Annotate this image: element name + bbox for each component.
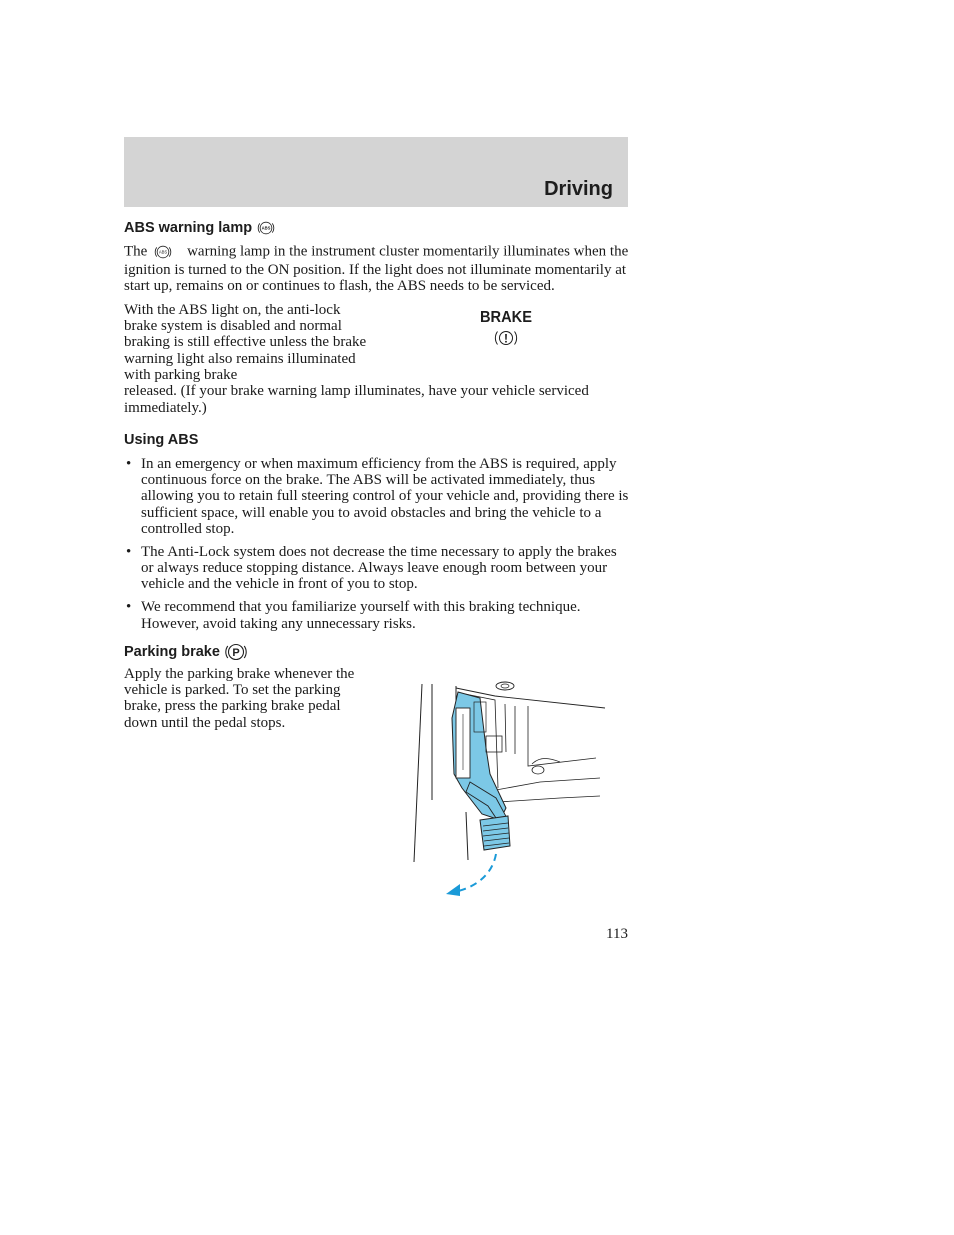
brake-warning-lamp-icon	[479, 308, 533, 350]
section-header-band	[124, 137, 628, 207]
abs-para2-narrow: With the ABS light on, the anti-lock brake system is disabled and normal braking is still effective unless the brake warning light also remains illuminated with parking brake	[124, 301, 367, 383]
bullet-marker: •	[126, 599, 132, 616]
brake-lamp-label: BRAKE	[480, 308, 533, 326]
using-abs-heading: Using ABS	[124, 431, 199, 448]
parking-brake-pedal-illustration	[410, 678, 610, 900]
bullet-marker: •	[126, 543, 132, 560]
page-content	[124, 218, 629, 731]
parking-icon-label: P	[232, 646, 240, 659]
abs-paragraph-2	[124, 302, 629, 416]
abs-para1-text: warning lamp in the instrument cluster momentarily illuminates when the ignition is turned to the ON position. If the light does not illuminate momentarily at start up, remains on or continues to flash, the ABS needs to be serviced.	[124, 243, 629, 295]
abs-inline-icon	[153, 242, 173, 262]
parking-heading-text: Parking brake	[124, 643, 220, 660]
parking-brake-heading	[124, 640, 629, 664]
list-item-text: We recommend that you familiarize yourself with this braking technique. However, avoid taking any unnecessary risks.	[141, 599, 581, 632]
section-title: Driving	[544, 178, 613, 200]
parking-brake-text: Apply the parking brake whenever the vehicle is parked. To set the parking brake, press the parking brake pedal down until the pedal stops.	[124, 665, 355, 731]
abs-warning-lamp-heading	[124, 218, 629, 238]
abs-heading-text: ABS warning lamp	[124, 220, 253, 236]
list-item	[124, 544, 629, 593]
parking-brake-icon	[224, 640, 248, 664]
abs-para1-lead: The	[124, 243, 148, 260]
abs-para2-rest: released. (If your brake warning lamp illuminates, have your vehicle serviced immediately.)	[124, 383, 589, 416]
bullet-marker: •	[126, 455, 132, 472]
abs-paragraph-1	[124, 242, 629, 295]
list-item-text: In an emergency or when maximum efficiency from the ABS is required, apply continuous force on the brake. The ABS will be activated immediately, thus allowing you to retain full steering control of your vehicle and, providing there is sufficient space, will enable you to avoid obstacles and bring the vehicle to a controlled stop.	[141, 455, 629, 538]
using-abs-list	[124, 456, 629, 632]
list-item	[124, 599, 629, 632]
brake-lamp-symbol: !	[504, 331, 508, 346]
page-number: 113	[606, 926, 628, 942]
list-item	[124, 456, 629, 537]
abs-warning-icon	[256, 218, 276, 238]
abs-icon-label: ABS	[261, 225, 271, 231]
list-item-text: The Anti-Lock system does not decrease the time necessary to apply the brakes or always reduce stopping distance. Always leave enough room between your vehicle and the vehicle in front of you to stop.	[141, 543, 617, 593]
abs-inline-icon-label: ABS	[158, 249, 168, 255]
